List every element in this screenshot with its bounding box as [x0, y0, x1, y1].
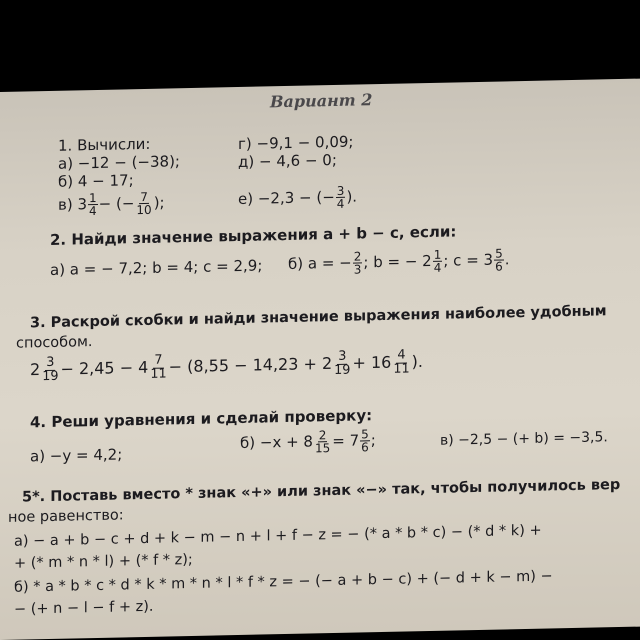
fraction: $\frac{5}{6}$ — [361, 427, 369, 455]
fraction: $\frac{4}{11}$ — [393, 347, 410, 377]
task5-title: 5*. Поставь вместо * знак «+» или знак «−» так, чтобы получилось вер — [22, 477, 621, 506]
task5-a-line1: а) − a + b − c + d + k − m − n + l + f − z = − (* a * b * c) − (* d * k) + — [14, 522, 542, 550]
task2-title: 2. Найди значение выражения a + b − c, если: — [50, 222, 457, 249]
fraction: $\frac{1}{4}$ — [89, 190, 97, 219]
fraction: $\frac{3}{19}$ — [42, 354, 59, 384]
task4-b: б) −x + 8 $\frac{2}{15}$ = 7 $\frac{5}{6}$ ; — [240, 427, 376, 456]
task4-title: 4. Реши уравнения и сделай проверку: — [30, 406, 373, 432]
task1-b: б) 4 − 17; — [58, 171, 134, 191]
task1-title: 1. Вычисли: — [58, 134, 151, 155]
task1-g: г) −9,1 − 0,09; — [238, 132, 354, 154]
fraction: $\frac{1}{4}$ — [433, 247, 442, 275]
task3-title: 3. Раскрой скобки и найди значение выражения наиболее удобным — [30, 303, 607, 332]
variant-header: Вариант 2 — [270, 90, 373, 112]
task3-expression: 2 $\frac{3}{19}$ − 2,45 − 4 $\frac{7}{11}$ − (8,55 − 14,23 + 2 $\frac{3}{19}$ + 16 $\frac{4}{11}$ ). — [30, 347, 423, 384]
fraction: $\frac{3}{4}$ — [336, 183, 345, 211]
task5-b-line1: б) * a * b * c * d * k * m * n * l * f * z = − (− a + b − c) + (− d + k − m) − — [14, 568, 553, 596]
task5-b-line2: − (+ n − l − f + z). — [14, 598, 154, 618]
task5-title-cont: ное равенство: — [8, 507, 124, 526]
fraction: $\frac{3}{19}$ — [334, 348, 351, 378]
fraction: $\frac{2}{3}$ — [353, 249, 362, 277]
task1-a: а) −12 − (−38); — [58, 152, 180, 173]
fraction: $\frac{2}{15}$ — [314, 428, 331, 456]
task1-d: д) − 4,6 − 0; — [238, 150, 337, 172]
task3-title-cont: способом. — [16, 334, 93, 352]
task2-a: а) a = − 7,2; b = 4; c = 2,9; — [50, 256, 263, 279]
fraction: $\frac{7}{10}$ — [136, 189, 152, 218]
task4-v: в) −2,5 − (+ b) = −3,5. — [440, 429, 608, 449]
task1-v: в) 3 $\frac{1}{4}$ − (− $\frac{7}{10}$ ); — [58, 189, 165, 219]
fraction: $\frac{5}{6}$ — [495, 246, 503, 274]
task4-a: а) −y = 4,2; — [30, 445, 123, 466]
task5-a-line2: + (* m * n * l) + (* f * z); — [14, 551, 193, 572]
textbook-page — [0, 79, 640, 640]
fraction: $\frac{7}{11}$ — [150, 352, 167, 382]
task2-b: б) a = − $\frac{2}{3}$ ; b = − 2 $\frac{1}{4}$ ; c = 3 $\frac{5}{6}$ . — [288, 246, 510, 277]
task1-e: е) −2,3 − (− $\frac{3}{4}$ ). — [238, 183, 358, 211]
